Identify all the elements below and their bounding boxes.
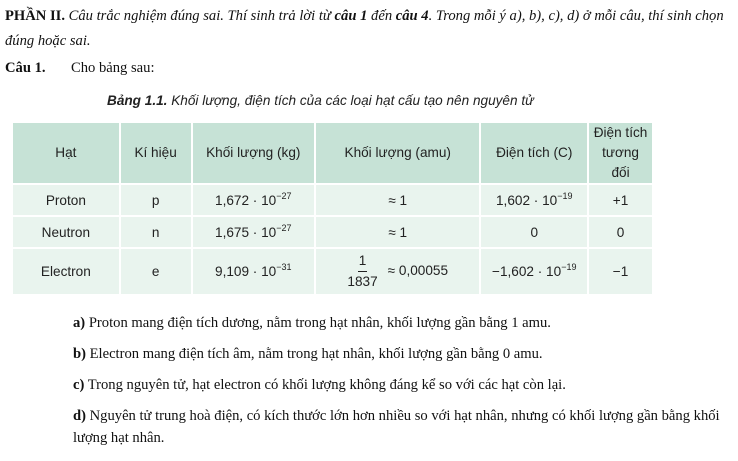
- option-key: b): [73, 346, 86, 362]
- mass-amu: ≈ 1: [315, 184, 480, 216]
- amu-approx: ≈ 0,00055: [387, 263, 449, 279]
- charge-c: [480, 248, 588, 295]
- header-mass-kg: Khối lượng (kg): [192, 122, 316, 184]
- table-header-row: [12, 122, 653, 184]
- charge-base: −1,602 · 10: [492, 264, 562, 279]
- question-heading: [5, 60, 155, 77]
- header-mass-amu: Khối lượng (amu): [315, 122, 480, 184]
- instruction-text-3: . Trong mỗi ý a), b), c), d) ở mỗi câu, thí sinh chọn đúng hoặc sai.: [5, 8, 724, 49]
- charge-exponent: −19: [561, 262, 577, 272]
- mass-exponent: −27: [276, 222, 292, 233]
- mass-kg: [192, 184, 316, 216]
- option-text: Electron mang điện tích âm, nằm trong hạt nhân, khối lượng gần bằng 0 amu.: [85, 346, 543, 362]
- option-d: [73, 405, 733, 449]
- table-caption-label: Bảng 1.1.: [107, 93, 168, 108]
- option-key: d): [73, 408, 86, 424]
- instruction-text-1: Câu trắc nghiệm đúng sai. Thí sinh trả lời từ: [65, 8, 335, 24]
- option-a: [73, 312, 733, 334]
- option-text: Nguyên tử trung hoà điện, có kích thước lớn hơn nhiều so với hạt nhân, nhưng có khối lượng gần bằng khối lượng hạt nhân.: [73, 408, 720, 446]
- part-instructions: [5, 4, 733, 54]
- mass-amu: ≈ 1: [315, 216, 480, 248]
- option-text: Proton mang điện tích dương, nằm trong hạt nhân, khối lượng gần bằng 1 amu.: [85, 315, 551, 331]
- question-number: Câu 1.: [5, 60, 46, 76]
- relative-charge: 0: [588, 216, 653, 248]
- charge-exponent: −19: [557, 190, 573, 201]
- charge-c: [480, 184, 588, 216]
- header-relative-charge: Điện tích tương đối: [588, 122, 653, 184]
- mass-base: 1,675 · 10: [215, 224, 277, 240]
- header-charge-c: Điện tích (C): [480, 122, 588, 184]
- option-key: a): [73, 315, 86, 331]
- answer-options: [73, 312, 733, 458]
- table-row: [12, 184, 653, 216]
- mass-exponent: −27: [276, 190, 292, 201]
- table-caption-text: Khối lượng, điện tích của các loại hạt cấu tạo nên nguyên tử: [167, 93, 534, 108]
- particle-name: Neutron: [12, 216, 120, 248]
- header-particle: Hạt: [12, 122, 120, 184]
- particle-name: Electron: [12, 248, 120, 295]
- amu-fraction: [347, 253, 377, 290]
- table-caption: [107, 93, 534, 108]
- option-b: [73, 343, 733, 365]
- particle-name: Proton: [12, 184, 120, 216]
- instruction-bold-2: câu 4: [395, 8, 429, 24]
- particle-symbol: p: [120, 184, 192, 216]
- mass-base: 9,109 · 10: [215, 264, 277, 279]
- table-row: [12, 216, 653, 248]
- option-text: Trong nguyên tử, hạt electron có khối lượng không đáng kể so với các hạt còn lại.: [84, 377, 566, 393]
- particle-symbol: e: [120, 248, 192, 295]
- mass-kg: [192, 248, 316, 295]
- charge-base: 1,602 · 10: [495, 192, 558, 208]
- part-label: PHẦN II.: [5, 8, 65, 24]
- particle-symbol: n: [120, 216, 192, 248]
- option-c: [73, 374, 733, 396]
- option-key: c): [73, 377, 85, 393]
- charge-c: [480, 216, 588, 248]
- charge-base: 0: [530, 224, 539, 240]
- particle-table: [11, 121, 654, 296]
- mass-amu: [315, 248, 480, 295]
- table-row: [12, 248, 653, 295]
- mass-base: 1,672 · 10: [215, 192, 277, 208]
- question-text: Cho bảng sau:: [71, 60, 155, 76]
- relative-charge: +1: [588, 184, 653, 216]
- instruction-text-2: đến: [367, 8, 396, 24]
- mass-kg: [192, 216, 316, 248]
- mass-exponent: −31: [276, 262, 292, 272]
- instruction-bold-1: câu 1: [334, 8, 368, 24]
- header-symbol: Kí hiệu: [120, 122, 192, 184]
- fraction-denominator: 1837: [347, 274, 378, 289]
- fraction-numerator: 1: [358, 253, 368, 272]
- relative-charge: −1: [588, 248, 653, 295]
